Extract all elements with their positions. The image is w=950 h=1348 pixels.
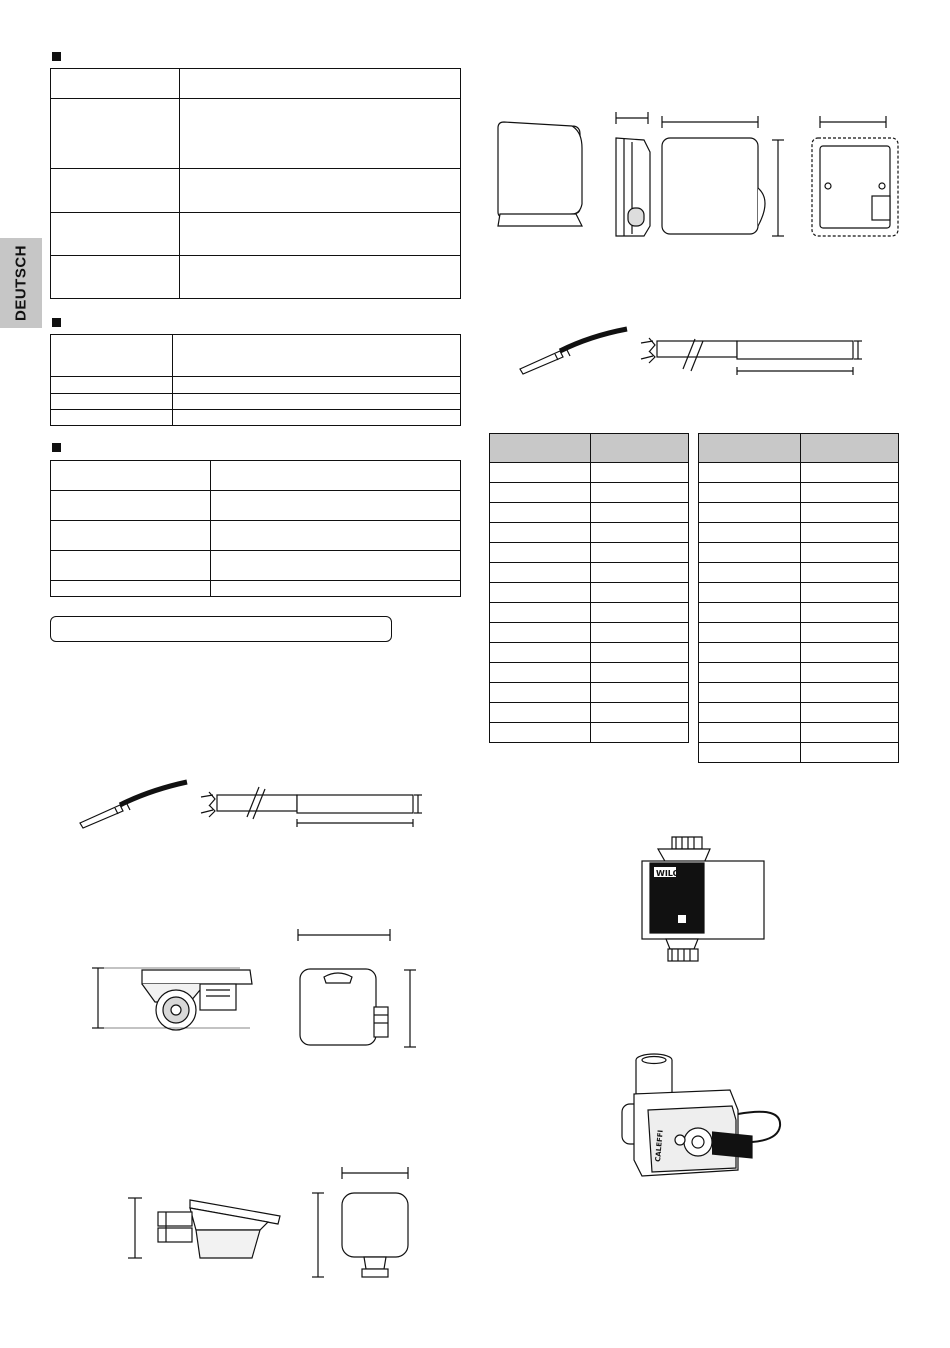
table-cell (490, 503, 591, 523)
table-cell (490, 463, 591, 483)
table-cell (51, 213, 180, 256)
table-cell (699, 603, 801, 623)
table-cell (801, 703, 899, 723)
table-cell (591, 463, 689, 483)
table-cell (699, 703, 801, 723)
table-cell (51, 461, 211, 491)
language-tab (0, 238, 42, 328)
table-cell (51, 335, 173, 377)
contact-sensor-front-drawing (290, 925, 430, 1055)
table-cell (490, 543, 591, 563)
table-cell (173, 335, 461, 377)
table-cell (591, 723, 689, 743)
table-cell (801, 463, 899, 483)
table-cell (51, 377, 173, 394)
table-cell (591, 603, 689, 623)
table-cell (801, 563, 899, 583)
table-cell (490, 683, 591, 703)
table-cell (699, 523, 801, 543)
table-header-cell (591, 434, 689, 463)
table-cell (801, 583, 899, 603)
table-cell (51, 581, 211, 597)
table-cell (490, 603, 591, 623)
table-cell (591, 483, 689, 503)
table-cell (591, 583, 689, 603)
table-cell (180, 169, 461, 213)
spec-table-2 (50, 334, 461, 426)
table-cell (699, 663, 801, 683)
table-cell (699, 463, 801, 483)
spec-table-3 (50, 460, 461, 597)
section-bullet-1 (52, 52, 61, 61)
table-cell (591, 503, 689, 523)
table-cell (51, 551, 211, 581)
probe-sensor-right-drawing (515, 325, 875, 385)
circulating-pump-drawing (638, 835, 768, 965)
contact-sensor-side-drawing (80, 960, 260, 1040)
table-cell (801, 663, 899, 683)
table-cell (699, 563, 801, 583)
spec-table-1 (50, 68, 461, 299)
table-cell (801, 503, 899, 523)
table-cell (801, 743, 899, 763)
table-cell (173, 394, 461, 410)
table-cell (180, 213, 461, 256)
table-cell (801, 603, 899, 623)
table-cell (173, 410, 461, 426)
table-cell (490, 623, 591, 643)
table-cell (699, 583, 801, 603)
note-box (50, 616, 392, 642)
table-cell (801, 523, 899, 543)
section-bullet-3 (52, 443, 61, 452)
table-cell (591, 523, 689, 543)
table-cell (211, 581, 461, 597)
table-cell (211, 551, 461, 581)
table-cell (490, 663, 591, 683)
table-cell (211, 461, 461, 491)
table-cell (699, 503, 801, 523)
table-cell (180, 256, 461, 299)
table-cell (180, 69, 461, 99)
table-cell (51, 394, 173, 410)
table-cell (699, 643, 801, 663)
table-cell (699, 543, 801, 563)
table-cell (51, 256, 180, 299)
table-cell (211, 491, 461, 521)
table-cell (801, 683, 899, 703)
table-cell (591, 543, 689, 563)
table-cell (591, 563, 689, 583)
table-cell (699, 623, 801, 643)
table-cell (591, 663, 689, 683)
data-table-right (698, 433, 899, 763)
table-cell (801, 643, 899, 663)
table-cell (490, 563, 591, 583)
valve-brand-text: CALEFFI (654, 1129, 665, 1163)
table-cell (490, 723, 591, 743)
table-cell (51, 99, 180, 169)
table-cell (490, 703, 591, 723)
room-thermostat-drawings (490, 108, 910, 248)
table-cell (173, 377, 461, 394)
table-cell (699, 723, 801, 743)
table-cell (490, 483, 591, 503)
table-cell (801, 723, 899, 743)
table-cell (801, 543, 899, 563)
table-cell (591, 623, 689, 643)
table-cell (211, 521, 461, 551)
table-cell (51, 521, 211, 551)
table-cell (699, 683, 801, 703)
table-cell (591, 643, 689, 663)
table-cell (51, 410, 173, 426)
table-cell (699, 483, 801, 503)
table-cell (490, 523, 591, 543)
table-cell (51, 169, 180, 213)
table-cell (490, 583, 591, 603)
table-cell (699, 743, 801, 763)
pump-brand-text: WILO (656, 869, 680, 878)
language-tab-label: DEUTSCH (12, 244, 30, 322)
table-header-cell (699, 434, 801, 463)
table-header-cell (801, 434, 899, 463)
table-cell (180, 99, 461, 169)
table-cell (490, 643, 591, 663)
section-bullet-2 (52, 318, 61, 327)
zone-valve-drawing (612, 1050, 792, 1185)
probe-sensor-drawing (75, 775, 435, 835)
housing-side-drawing (120, 1190, 300, 1270)
table-cell (51, 491, 211, 521)
data-table-left (489, 433, 689, 743)
table-cell (801, 483, 899, 503)
table-cell (591, 703, 689, 723)
table-cell (591, 683, 689, 703)
table-cell (51, 69, 180, 99)
table-header-cell (490, 434, 591, 463)
table-cell (801, 623, 899, 643)
housing-front-drawing (310, 1165, 420, 1285)
